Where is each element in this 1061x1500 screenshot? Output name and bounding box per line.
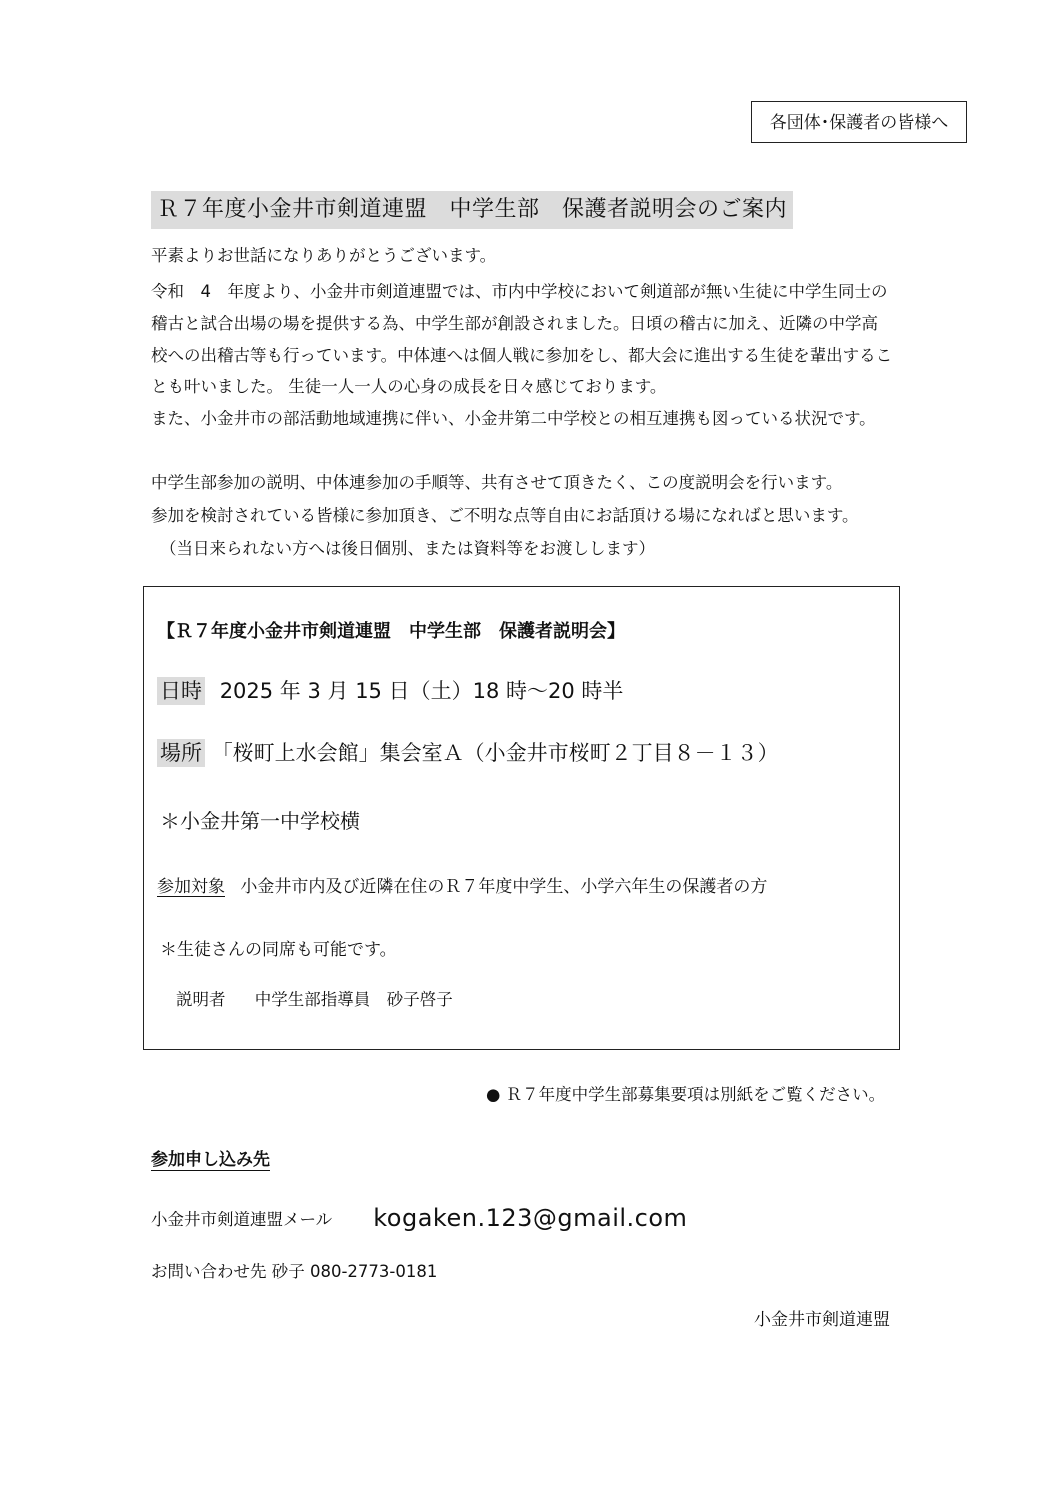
date-value: 2025 年 3 月 15 日（土）18 時～20 時半 <box>219 679 624 703</box>
event-place <box>157 738 779 768</box>
place-label: 場所 <box>157 739 205 767</box>
guideline-notice: ● Ｒ７年度中学生部募集要項は別紙をご覧ください。 <box>486 1085 886 1104</box>
event-target <box>157 872 767 897</box>
intro-line-6: また、小金井市の部活動地域連携に伴い、小金井第二中学校との相互連携も図っている状況です。 <box>151 409 876 428</box>
event-heading: 【Ｒ７年度小金井市剣道連盟 中学生部 保護者説明会】 <box>157 621 625 642</box>
purpose-line-2: 参加を検討されている皆様に参加頂き、ご不明な点等自由にお話頂ける場になればと思います。 <box>151 506 859 525</box>
email-address[interactable]: kogaken.123@gmail.com <box>373 1204 688 1232</box>
date-label: 日時 <box>157 677 205 705</box>
intro-line-4: 校への出稽古等も行っています。中体連へは個人戦に参加をし、都大会に進出する生徒を輩出するこ <box>151 346 893 365</box>
application-mail <box>151 1204 687 1232</box>
place-note: ＊小金井第一中学校横 <box>160 809 360 833</box>
target-note: ＊生徒さんの同席も可能です。 <box>160 940 397 960</box>
recipient-box: 各団体･保護者の皆様へ <box>751 101 967 143</box>
event-presenter <box>176 986 453 1010</box>
purpose-line-3: （当日来られない方へは後日個別、または資料等をお渡しします） <box>160 539 655 558</box>
contact-info: お問い合わせ先 砂子 080-2773-0181 <box>151 1262 438 1281</box>
event-date <box>157 676 623 706</box>
presenter-value: 中学生部指導員 砂子啓子 <box>254 990 453 1009</box>
intro-line-1: 平素よりお世話になりありがとうございます。 <box>151 246 497 265</box>
target-value: 小金井市内及び近隣在住のＲ７年度中学生、小学六年生の保護者の方 <box>240 877 768 897</box>
target-label: 参加対象 <box>157 877 225 897</box>
mail-label: 小金井市剣道連盟メール <box>151 1210 333 1229</box>
intro-line-3: 稽古と試合出場の場を提供する為、中学生部が創設されました。日頃の稽古に加え、近隣の中学高 <box>151 314 878 333</box>
signature: 小金井市剣道連盟 <box>754 1310 890 1330</box>
place-value: 「桜町上水会館」集会室Ａ（小金井市桜町２丁目８－１３） <box>211 741 779 765</box>
document-title: Ｒ７年度小金井市剣道連盟 中学生部 保護者説明会のご案内 <box>151 191 793 229</box>
application-heading: 参加申し込み先 <box>151 1150 270 1170</box>
intro-line-2: 令和 4 年度より、小金井市剣道連盟では、市内中学校において剣道部が無い生徒に中学生同士の <box>151 282 888 301</box>
intro-line-5: とも叶いました。 生徒一人一人の心身の成長を日々感じております。 <box>151 377 667 396</box>
presenter-label: 説明者 <box>176 990 226 1009</box>
purpose-line-1: 中学生部参加の説明、中体連参加の手順等、共有させて頂きたく、この度説明会を行います。 <box>151 473 843 492</box>
